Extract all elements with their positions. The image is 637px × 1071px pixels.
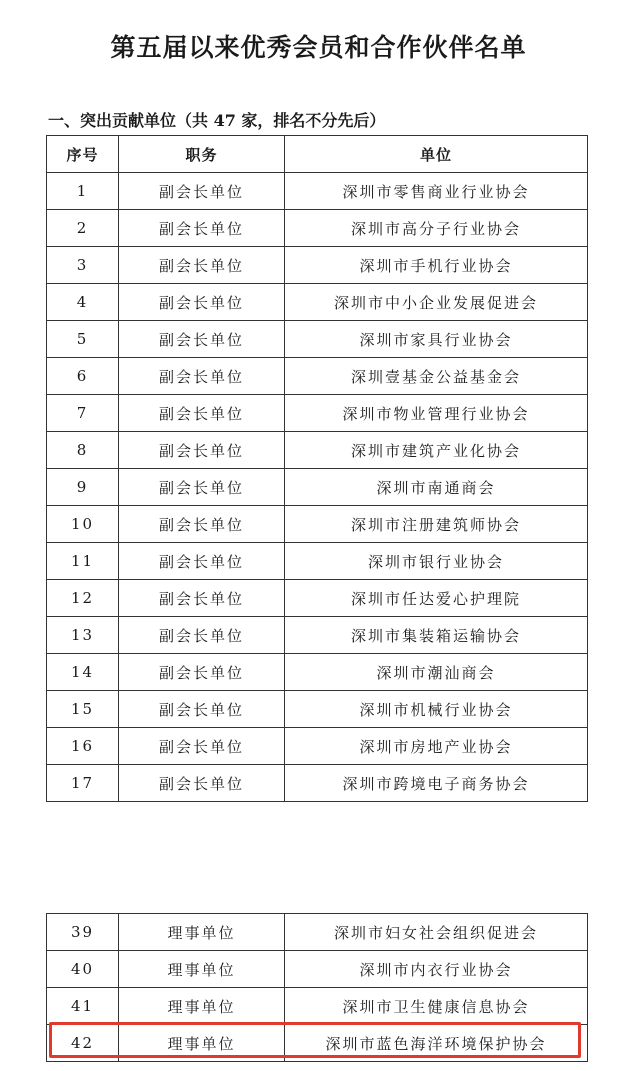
cell-no: 14: [47, 654, 119, 691]
cell-unit: 深圳市建筑产业化协会: [285, 432, 588, 469]
section-heading: 一、突出贡献单位（共 47 家，排名不分先后）: [48, 111, 386, 130]
cell-no: 17: [47, 765, 119, 802]
page-title: 第五届以来优秀会员和合作伙伴名单: [110, 33, 527, 62]
cell-role: 理事单位: [119, 988, 285, 1025]
cell-unit: 深圳市妇女社会组织促进会: [285, 914, 588, 951]
table-row: [47, 469, 588, 506]
cell-unit: 深圳市房地产业协会: [285, 728, 588, 765]
cell-unit: 深圳市任达爱心护理院: [285, 580, 588, 617]
cell-unit: 深圳市南通商会: [285, 469, 588, 506]
cell-unit: 深圳市高分子行业协会: [285, 210, 588, 247]
header-unit: 单位: [285, 136, 588, 173]
table-row: [47, 395, 588, 432]
cell-role: 副会长单位: [119, 543, 285, 580]
cell-unit: 深圳市中小企业发展促进会: [285, 284, 588, 321]
cell-role: 理事单位: [119, 1025, 285, 1062]
cell-unit: 深圳市卫生健康信息协会: [285, 988, 588, 1025]
cell-no: 11: [47, 543, 119, 580]
cell-role: 副会长单位: [119, 210, 285, 247]
table-header-row: [47, 136, 588, 173]
cell-role: 副会长单位: [119, 321, 285, 358]
cell-no: 6: [47, 358, 119, 395]
cell-role: 副会长单位: [119, 691, 285, 728]
cell-role: 副会长单位: [119, 654, 285, 691]
cell-role: 副会长单位: [119, 469, 285, 506]
table-body-bottom: [47, 914, 588, 1062]
cell-role: 副会长单位: [119, 395, 285, 432]
table-row: [47, 580, 588, 617]
cell-role: 副会长单位: [119, 432, 285, 469]
table-row: [47, 951, 588, 988]
cell-unit: 深圳市零售商业行业协会: [285, 173, 588, 210]
cell-unit: 深圳市物业管理行业协会: [285, 395, 588, 432]
cell-unit: 深圳市内衣行业协会: [285, 951, 588, 988]
cell-no: 10: [47, 506, 119, 543]
cell-role: 理事单位: [119, 951, 285, 988]
cell-role: 理事单位: [119, 914, 285, 951]
cell-unit: 深圳市跨境电子商务协会: [285, 765, 588, 802]
header-role: 职务: [119, 136, 285, 173]
cell-no: 4: [47, 284, 119, 321]
table-body-top: [47, 173, 588, 802]
cell-role: 副会长单位: [119, 580, 285, 617]
cell-unit: 深圳市手机行业协会: [285, 247, 588, 284]
cell-unit: 深圳市集装箱运输协会: [285, 617, 588, 654]
cell-role: 副会长单位: [119, 173, 285, 210]
table-row: [47, 432, 588, 469]
cell-unit: 深圳市潮汕商会: [285, 654, 588, 691]
cell-no: 41: [47, 988, 119, 1025]
table-row: [47, 617, 588, 654]
table-row: [47, 247, 588, 284]
cell-no: 9: [47, 469, 119, 506]
cell-no: 7: [47, 395, 119, 432]
cell-role: 副会长单位: [119, 617, 285, 654]
table-row: [47, 210, 588, 247]
cell-role: 副会长单位: [119, 284, 285, 321]
cell-role: 副会长单位: [119, 765, 285, 802]
table-row: [47, 728, 588, 765]
cell-no: 1: [47, 173, 119, 210]
cell-unit: 深圳市家具行业协会: [285, 321, 588, 358]
cell-no: 42: [47, 1025, 119, 1062]
cell-unit: 深圳壹基金公益基金会: [285, 358, 588, 395]
table-row: [47, 914, 588, 951]
header-no: 序号: [47, 136, 119, 173]
cell-unit: 深圳市银行业协会: [285, 543, 588, 580]
cell-no: 39: [47, 914, 119, 951]
table-row: [47, 1025, 588, 1062]
table-row: [47, 321, 588, 358]
cell-no: 15: [47, 691, 119, 728]
member-table-top: [46, 135, 588, 802]
table-row: [47, 284, 588, 321]
table-row: [47, 358, 588, 395]
cell-no: 40: [47, 951, 119, 988]
table-row: [47, 543, 588, 580]
cell-unit: 深圳市注册建筑师协会: [285, 506, 588, 543]
cell-no: 13: [47, 617, 119, 654]
cell-role: 副会长单位: [119, 506, 285, 543]
cell-no: 8: [47, 432, 119, 469]
table-row: [47, 988, 588, 1025]
cell-unit: 深圳市机械行业协会: [285, 691, 588, 728]
table-row: [47, 506, 588, 543]
cell-role: 副会长单位: [119, 247, 285, 284]
table-row: [47, 654, 588, 691]
cell-no: 12: [47, 580, 119, 617]
cell-no: 16: [47, 728, 119, 765]
cell-no: 2: [47, 210, 119, 247]
cell-no: 3: [47, 247, 119, 284]
member-table-bottom: [46, 913, 588, 1062]
table-row: [47, 765, 588, 802]
cell-role: 副会长单位: [119, 358, 285, 395]
table-row: [47, 691, 588, 728]
cell-role: 副会长单位: [119, 728, 285, 765]
cell-unit: 深圳市蓝色海洋环境保护协会: [285, 1025, 588, 1062]
cell-no: 5: [47, 321, 119, 358]
table-row: [47, 173, 588, 210]
